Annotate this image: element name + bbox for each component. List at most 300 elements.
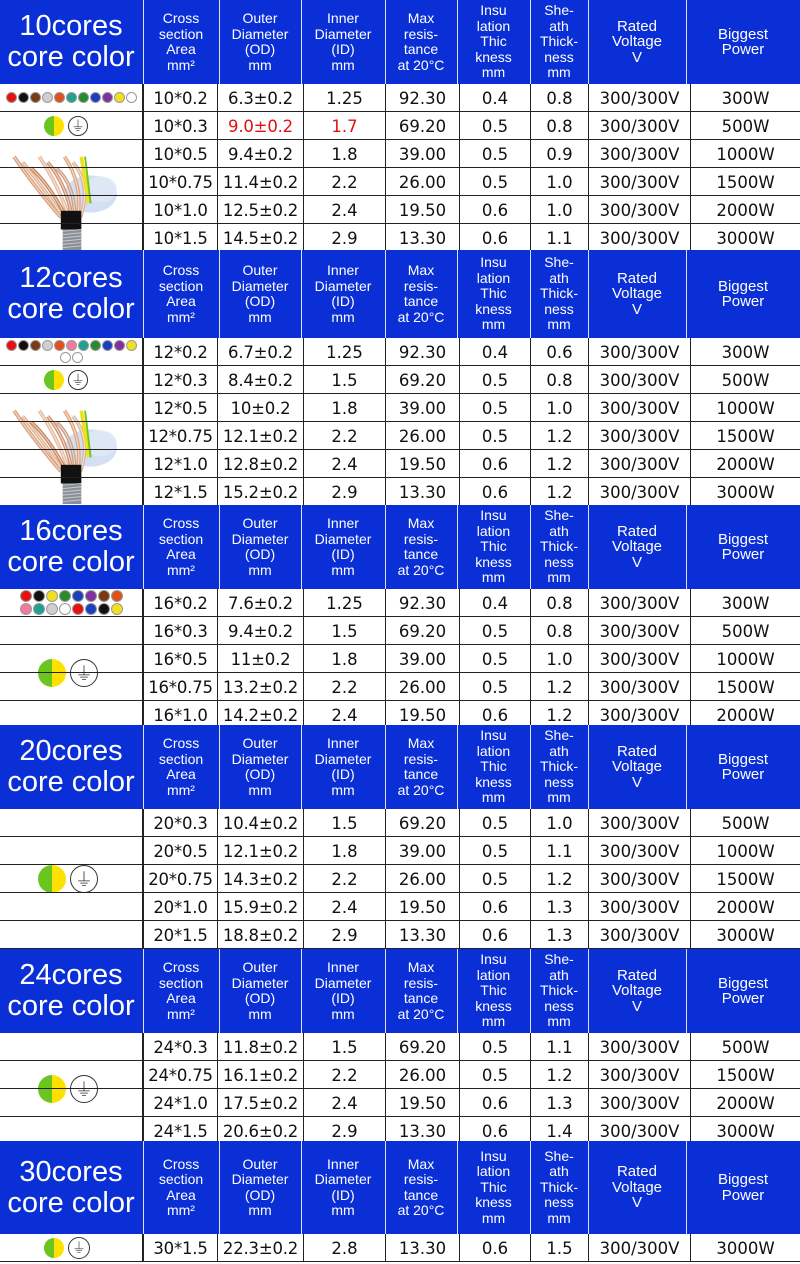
table-row [0, 617, 800, 645]
table-row [0, 1089, 800, 1117]
section-title [0, 949, 142, 1033]
cell-voltage: 300/300V [588, 893, 690, 921]
cell-ins: 0.4 [459, 589, 530, 617]
table-row [0, 338, 800, 366]
section-header [0, 1141, 800, 1234]
cell-area: 10*1.0 [143, 196, 217, 224]
cell-power: 2000W [690, 701, 800, 729]
column-header: Max resis- tance at 20°C [397, 1155, 445, 1218]
section-title-core-color: core color [7, 293, 135, 325]
cell-res: 19.50 [385, 196, 459, 224]
cell-res: 13.30 [385, 1234, 459, 1262]
cell-id: 1.8 [303, 837, 385, 865]
table-row [0, 809, 800, 837]
cell-od: 8.4±0.2 [217, 366, 303, 394]
cell-ins: 0.5 [459, 112, 530, 140]
section-title-cores: 30cores [19, 1155, 123, 1188]
column-header: Max resis- tance at 20°C [397, 959, 445, 1022]
cell-voltage: 300/300V [588, 422, 690, 450]
cell-sheath: 0.8 [530, 617, 588, 645]
column-header: Outer Diameter (OD) mm [231, 1155, 289, 1218]
cell-voltage: 300/300V [588, 84, 690, 112]
cell-sheath: 1.2 [530, 422, 588, 450]
cell-od: 18.8±0.2 [217, 921, 303, 949]
cell-area: 24*0.3 [143, 1033, 217, 1061]
cell-id: 1.25 [303, 338, 385, 366]
cell-od: 17.5±0.2 [217, 1089, 303, 1117]
cell-od: 14.2±0.2 [217, 701, 303, 729]
section-title-core-color: core color [7, 990, 135, 1022]
cell-id: 1.7 [303, 112, 385, 140]
column-header: Cross section Area mm² [158, 262, 204, 325]
cell-id: 1.5 [303, 809, 385, 837]
cell-od: 16.1±0.2 [217, 1061, 303, 1089]
section-title [0, 0, 142, 84]
cell-sheath: 1.2 [530, 701, 588, 729]
cell-res: 39.00 [385, 645, 459, 673]
cell-voltage: 300/300V [588, 673, 690, 701]
cell-res: 26.00 [385, 422, 459, 450]
column-header: She- ath Thick- ness mm [539, 507, 579, 586]
ground-symbol-icon: ⏚ [68, 370, 88, 390]
cell-power: 1000W [690, 837, 800, 865]
cell-area: 16*0.2 [143, 589, 217, 617]
cell-power: 3000W [690, 478, 800, 506]
cell-ins: 0.6 [459, 1089, 530, 1117]
cell-od: 15.2±0.2 [217, 478, 303, 506]
column-header: Insu lation Thic kness mm [475, 727, 512, 806]
column-header: Biggest Power [717, 974, 769, 1007]
cell-ins: 0.6 [459, 224, 530, 252]
cell-area: 20*0.3 [143, 809, 217, 837]
cell-voltage: 300/300V [588, 837, 690, 865]
cell-area: 10*1.5 [143, 224, 217, 252]
section-title-cores: 10cores [19, 10, 123, 42]
cell-area: 20*1.0 [143, 893, 217, 921]
column-header: Biggest Power [717, 530, 769, 563]
column-header: Max resis- tance at 20°C [397, 10, 445, 73]
cell-voltage: 300/300V [588, 809, 690, 837]
cell-ins: 0.5 [459, 645, 530, 673]
cell-od: 12.8±0.2 [217, 450, 303, 478]
cell-id: 2.9 [303, 1117, 385, 1145]
cell-res: 69.20 [385, 112, 459, 140]
table-row [0, 645, 800, 673]
table-row [0, 1033, 800, 1061]
cell-voltage: 300/300V [588, 1234, 690, 1262]
cell-ins: 0.6 [459, 701, 530, 729]
cell-power: 3000W [690, 1234, 800, 1262]
section-title-cores: 20cores [19, 735, 123, 767]
section-title-core-color: core color [7, 1186, 135, 1219]
column-header: Max resis- tance at 20°C [397, 735, 445, 798]
cell-id: 1.5 [303, 1033, 385, 1061]
cell-voltage: 300/300V [588, 478, 690, 506]
column-header: Biggest Power [717, 277, 769, 310]
cell-ins: 0.5 [459, 809, 530, 837]
cell-voltage: 300/300V [588, 338, 690, 366]
cell-sheath: 1.0 [530, 394, 588, 422]
cell-area: 16*0.75 [143, 673, 217, 701]
cell-power: 3000W [690, 921, 800, 949]
cell-voltage: 300/300V [588, 865, 690, 893]
cell-sheath: 1.2 [530, 1061, 588, 1089]
column-header: She- ath Thick- ness mm [539, 2, 579, 81]
cell-area: 24*0.75 [143, 1061, 217, 1089]
table-row [0, 366, 800, 394]
section-title-core-color: core color [7, 546, 135, 578]
table-row [0, 589, 800, 617]
cell-sheath: 1.1 [530, 224, 588, 252]
ground-symbol-icon: ⏚ [70, 1075, 98, 1103]
cell-res: 69.20 [385, 617, 459, 645]
ground-symbol-icon: ⏚ [68, 116, 88, 136]
column-header: Inner Diameter (ID) mm [314, 10, 372, 73]
cell-voltage: 300/300V [588, 394, 690, 422]
cell-res: 13.30 [385, 224, 459, 252]
cell-ins: 0.5 [459, 168, 530, 196]
section-header [0, 949, 800, 1033]
column-header: Rated Voltage V [611, 742, 663, 791]
ground-symbol-icon: ⏚ [70, 865, 98, 893]
cell-id: 2.8 [303, 1234, 385, 1262]
cell-res: 26.00 [385, 168, 459, 196]
table-row [0, 112, 800, 140]
cell-od: 12.1±0.2 [217, 837, 303, 865]
column-header: She- ath Thick- ness mm [539, 1147, 579, 1226]
cell-area: 12*1.5 [143, 478, 217, 506]
column-header: Biggest Power [717, 1171, 769, 1204]
cell-area: 12*1.0 [143, 450, 217, 478]
cell-power: 500W [690, 112, 800, 140]
cell-power: 1500W [690, 673, 800, 701]
column-header: Biggest Power [717, 25, 769, 58]
cell-id: 2.2 [303, 865, 385, 893]
cell-sheath: 1.2 [530, 478, 588, 506]
cell-id: 2.2 [303, 673, 385, 701]
cell-sheath: 1.3 [530, 1089, 588, 1117]
cell-ins: 0.5 [459, 394, 530, 422]
cell-od: 10.4±0.2 [217, 809, 303, 837]
cell-sheath: 0.8 [530, 589, 588, 617]
cell-res: 19.50 [385, 701, 459, 729]
cell-res: 26.00 [385, 673, 459, 701]
cell-res: 39.00 [385, 837, 459, 865]
column-header: Rated Voltage V [611, 522, 663, 571]
cell-power: 1500W [690, 168, 800, 196]
cell-ins: 0.5 [459, 366, 530, 394]
column-header: Rated Voltage V [611, 269, 663, 318]
column-header: Inner Diameter (ID) mm [314, 735, 372, 798]
cell-id: 1.8 [303, 394, 385, 422]
cell-id: 2.2 [303, 168, 385, 196]
table-row [0, 224, 800, 252]
cell-id: 1.8 [303, 140, 385, 168]
cell-id: 1.5 [303, 617, 385, 645]
cell-power: 2000W [690, 893, 800, 921]
column-header: Outer Diameter (OD) mm [231, 10, 289, 73]
cell-id: 2.9 [303, 224, 385, 252]
section-title-cores: 16cores [19, 515, 123, 547]
cell-id: 2.4 [303, 196, 385, 224]
cell-res: 19.50 [385, 1089, 459, 1117]
cell-od: 11.8±0.2 [217, 1033, 303, 1061]
cell-power: 3000W [690, 1117, 800, 1145]
cell-res: 19.50 [385, 450, 459, 478]
section-header [0, 0, 800, 84]
column-header: Cross section Area mm² [158, 10, 204, 73]
cell-od: 13.2±0.2 [217, 673, 303, 701]
column-header: Outer Diameter (OD) mm [231, 959, 289, 1022]
cell-ins: 0.6 [459, 1234, 530, 1262]
cell-area: 12*0.75 [143, 422, 217, 450]
cell-id: 2.9 [303, 478, 385, 506]
column-header: Insu lation Thic kness mm [475, 2, 512, 81]
table-row [0, 893, 800, 921]
cell-area: 16*1.0 [143, 701, 217, 729]
section-header [0, 505, 800, 589]
cell-voltage: 300/300V [588, 112, 690, 140]
table-row [0, 865, 800, 893]
cell-sheath: 1.3 [530, 921, 588, 949]
cell-voltage: 300/300V [588, 450, 690, 478]
cell-area: 16*0.3 [143, 617, 217, 645]
cell-sheath: 1.2 [530, 450, 588, 478]
column-header: Inner Diameter (ID) mm [314, 959, 372, 1022]
cell-voltage: 300/300V [588, 1033, 690, 1061]
cell-ins: 0.5 [459, 865, 530, 893]
spec-section [0, 949, 800, 1145]
cell-area: 20*0.75 [143, 865, 217, 893]
cell-ins: 0.5 [459, 140, 530, 168]
column-header: Insu lation Thic kness mm [475, 507, 512, 586]
cell-voltage: 300/300V [588, 1089, 690, 1117]
cell-power: 3000W [690, 224, 800, 252]
cell-power: 2000W [690, 450, 800, 478]
cell-id: 2.4 [303, 450, 385, 478]
cell-power: 500W [690, 617, 800, 645]
cell-res: 13.30 [385, 478, 459, 506]
cell-id: 1.25 [303, 84, 385, 112]
cell-ins: 0.4 [459, 84, 530, 112]
cell-ins: 0.6 [459, 893, 530, 921]
cell-area: 10*0.75 [143, 168, 217, 196]
cell-ins: 0.5 [459, 1033, 530, 1061]
cell-ins: 0.5 [459, 673, 530, 701]
cell-power: 2000W [690, 196, 800, 224]
cell-res: 19.50 [385, 893, 459, 921]
cell-ins: 0.6 [459, 921, 530, 949]
cell-id: 2.9 [303, 921, 385, 949]
cell-area: 12*0.2 [143, 338, 217, 366]
cell-power: 300W [690, 589, 800, 617]
cell-res: 13.30 [385, 921, 459, 949]
cell-id: 2.2 [303, 422, 385, 450]
cell-sheath: 0.6 [530, 338, 588, 366]
cell-od: 6.7±0.2 [217, 338, 303, 366]
cell-sheath: 1.1 [530, 1033, 588, 1061]
cell-sheath: 1.2 [530, 673, 588, 701]
section-title-core-color: core color [7, 766, 135, 798]
section-title-cores: 24cores [19, 959, 123, 991]
table-row [0, 84, 800, 112]
cell-id: 1.8 [303, 645, 385, 673]
cell-voltage: 300/300V [588, 140, 690, 168]
cell-sheath: 1.5 [530, 1234, 588, 1262]
cell-od: 11±0.2 [217, 645, 303, 673]
column-header: Inner Diameter (ID) mm [314, 262, 372, 325]
cell-od: 6.3±0.2 [217, 84, 303, 112]
spec-section [0, 725, 800, 949]
spec-section [0, 505, 800, 729]
section-title [0, 1141, 142, 1234]
cell-res: 92.30 [385, 84, 459, 112]
section-header [0, 725, 800, 809]
column-header: Inner Diameter (ID) mm [314, 1155, 372, 1218]
cell-voltage: 300/300V [588, 196, 690, 224]
section-header [0, 250, 800, 338]
cell-area: 12*0.3 [143, 366, 217, 394]
column-header: Outer Diameter (OD) mm [231, 262, 289, 325]
cell-sheath: 0.8 [530, 84, 588, 112]
cell-od: 20.6±0.2 [217, 1117, 303, 1145]
column-header: Insu lation Thic kness mm [475, 254, 512, 333]
column-header: She- ath Thick- ness mm [539, 254, 579, 333]
spec-section [0, 250, 800, 506]
cell-area: 10*0.2 [143, 84, 217, 112]
cell-area: 24*1.5 [143, 1117, 217, 1145]
cell-voltage: 300/300V [588, 617, 690, 645]
cell-power: 300W [690, 338, 800, 366]
cell-od: 15.9±0.2 [217, 893, 303, 921]
cell-od: 10±0.2 [217, 394, 303, 422]
cell-area: 12*0.5 [143, 394, 217, 422]
cell-ins: 0.6 [459, 450, 530, 478]
cell-od: 9.4±0.2 [217, 140, 303, 168]
cell-area: 20*1.5 [143, 921, 217, 949]
cell-voltage: 300/300V [588, 645, 690, 673]
cell-sheath: 1.0 [530, 645, 588, 673]
cell-voltage: 300/300V [588, 366, 690, 394]
cell-power: 1000W [690, 394, 800, 422]
table-row [0, 1234, 800, 1262]
cell-power: 1500W [690, 865, 800, 893]
cell-od: 14.5±0.2 [217, 224, 303, 252]
table-row [0, 196, 800, 224]
column-header: Rated Voltage V [611, 966, 663, 1015]
cell-res: 26.00 [385, 1061, 459, 1089]
cell-res: 69.20 [385, 1033, 459, 1061]
table-row [0, 168, 800, 196]
cell-ins: 0.4 [459, 338, 530, 366]
table-row [0, 394, 800, 422]
cell-od: 22.3±0.2 [217, 1234, 303, 1262]
cell-sheath: 1.0 [530, 168, 588, 196]
cell-area: 20*0.5 [143, 837, 217, 865]
spec-section [0, 0, 800, 252]
cell-voltage: 300/300V [588, 168, 690, 196]
cell-od: 14.3±0.2 [217, 865, 303, 893]
section-title-core-color: core color [7, 41, 135, 73]
table-row [0, 921, 800, 949]
cell-od: 12.1±0.2 [217, 422, 303, 450]
cell-power: 300W [690, 84, 800, 112]
column-header: Insu lation Thic kness mm [475, 951, 512, 1030]
cell-res: 39.00 [385, 394, 459, 422]
cell-id: 2.4 [303, 701, 385, 729]
cell-ins: 0.5 [459, 837, 530, 865]
cell-area: 24*1.0 [143, 1089, 217, 1117]
cell-ins: 0.5 [459, 1061, 530, 1089]
cell-area: 16*0.5 [143, 645, 217, 673]
column-header: Inner Diameter (ID) mm [314, 515, 372, 578]
cell-power: 1500W [690, 1061, 800, 1089]
cell-ins: 0.5 [459, 422, 530, 450]
column-header: Cross section Area mm² [158, 515, 204, 578]
cell-res: 39.00 [385, 140, 459, 168]
column-header: Cross section Area mm² [158, 1155, 204, 1218]
section-title [0, 725, 142, 809]
cell-od: 7.6±0.2 [217, 589, 303, 617]
cell-voltage: 300/300V [588, 1117, 690, 1145]
cell-id: 2.4 [303, 1089, 385, 1117]
cell-area: 10*0.3 [143, 112, 217, 140]
cell-id: 1.25 [303, 589, 385, 617]
cell-power: 1000W [690, 645, 800, 673]
cell-voltage: 300/300V [588, 921, 690, 949]
ground-symbol-icon: ⏚ [70, 659, 98, 687]
cell-res: 26.00 [385, 865, 459, 893]
cell-res: 69.20 [385, 809, 459, 837]
column-header: Rated Voltage V [611, 17, 663, 66]
table-row [0, 140, 800, 168]
ground-symbol-icon: ⏚ [68, 1237, 90, 1259]
cell-res: 92.30 [385, 589, 459, 617]
cell-od: 9.4±0.2 [217, 617, 303, 645]
cell-sheath: 1.4 [530, 1117, 588, 1145]
cell-ins: 0.6 [459, 1117, 530, 1145]
cell-sheath: 0.8 [530, 112, 588, 140]
column-header: Cross section Area mm² [158, 735, 204, 798]
cell-ins: 0.5 [459, 617, 530, 645]
column-header: Max resis- tance at 20°C [397, 515, 445, 578]
table-row [0, 478, 800, 506]
cell-sheath: 0.8 [530, 366, 588, 394]
cell-sheath: 1.2 [530, 865, 588, 893]
table-row [0, 1061, 800, 1089]
column-header: Insu lation Thic kness mm [475, 1147, 512, 1226]
cell-id: 1.5 [303, 366, 385, 394]
cell-power: 500W [690, 1033, 800, 1061]
cell-sheath: 1.0 [530, 196, 588, 224]
section-title [0, 505, 142, 589]
cell-voltage: 300/300V [588, 589, 690, 617]
cell-res: 92.30 [385, 338, 459, 366]
column-header: Max resis- tance at 20°C [397, 262, 445, 325]
cell-id: 2.2 [303, 1061, 385, 1089]
section-title-cores: 12cores [19, 262, 123, 294]
cell-area: 30*1.5 [143, 1234, 217, 1262]
table-row [0, 673, 800, 701]
cell-voltage: 300/300V [588, 1061, 690, 1089]
table-row [0, 422, 800, 450]
column-header: Outer Diameter (OD) mm [231, 735, 289, 798]
cell-sheath: 1.1 [530, 837, 588, 865]
cell-power: 500W [690, 366, 800, 394]
cell-power: 1000W [690, 140, 800, 168]
cell-res: 13.30 [385, 1117, 459, 1145]
cell-area: 10*0.5 [143, 140, 217, 168]
